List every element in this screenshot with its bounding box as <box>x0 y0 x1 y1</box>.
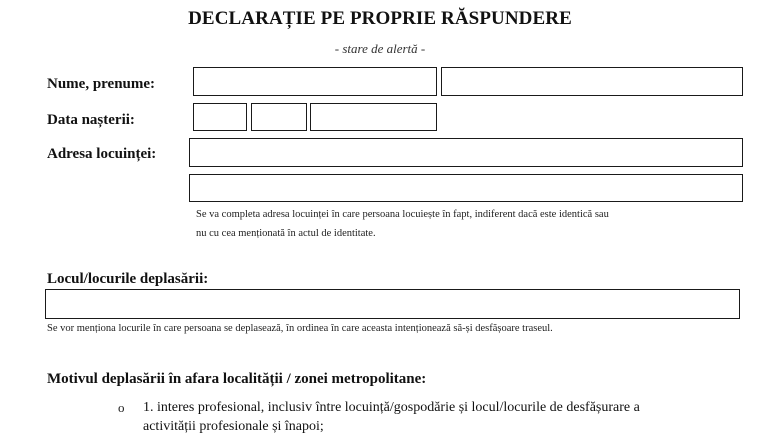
reason-option-text-line2: activității profesionale și înapoi; <box>143 419 324 434</box>
address-label: Adresa locuinței: <box>47 146 157 162</box>
reasons-heading: Motivul deplasării în afara localității / zonei metropolitane: <box>47 371 427 387</box>
document-subtitle: - stare de alertă - <box>334 41 426 56</box>
destination-label: Locul/locurile deplasării: <box>47 271 209 287</box>
address-note-line2: nu cu cea menționată în actul de identitate. <box>196 228 376 239</box>
address-field-line1[interactable] <box>189 138 743 167</box>
birth-year-field[interactable] <box>310 103 437 131</box>
reason-option-text-line1: 1. interes profesional, inclusiv între locuință/gospodărie și locul/locurile de desfășurare a <box>143 400 640 415</box>
document-title: DECLARAȚIE PE PROPRIE RĂSPUNDERE <box>188 8 572 29</box>
last-name-field[interactable] <box>193 67 437 96</box>
address-note-line1: Se va completa adresa locuinței în care persoana locuiește în fapt, indiferent dacă este identică sau <box>196 209 609 220</box>
destination-note: Se vor menționa locurile în care persoana se deplasează, în ordinea în care aceasta intenționează să-și desfășoare traseul. <box>47 323 553 334</box>
first-name-field[interactable] <box>441 67 743 96</box>
name-label: Nume, prenume: <box>47 76 156 92</box>
destination-field[interactable] <box>45 289 740 319</box>
address-field-line2[interactable] <box>189 174 743 202</box>
birth-day-field[interactable] <box>193 103 247 131</box>
birthdate-label: Data nașterii: <box>47 112 135 128</box>
reason-option-bullet[interactable]: o <box>118 400 125 415</box>
birth-month-field[interactable] <box>251 103 307 131</box>
